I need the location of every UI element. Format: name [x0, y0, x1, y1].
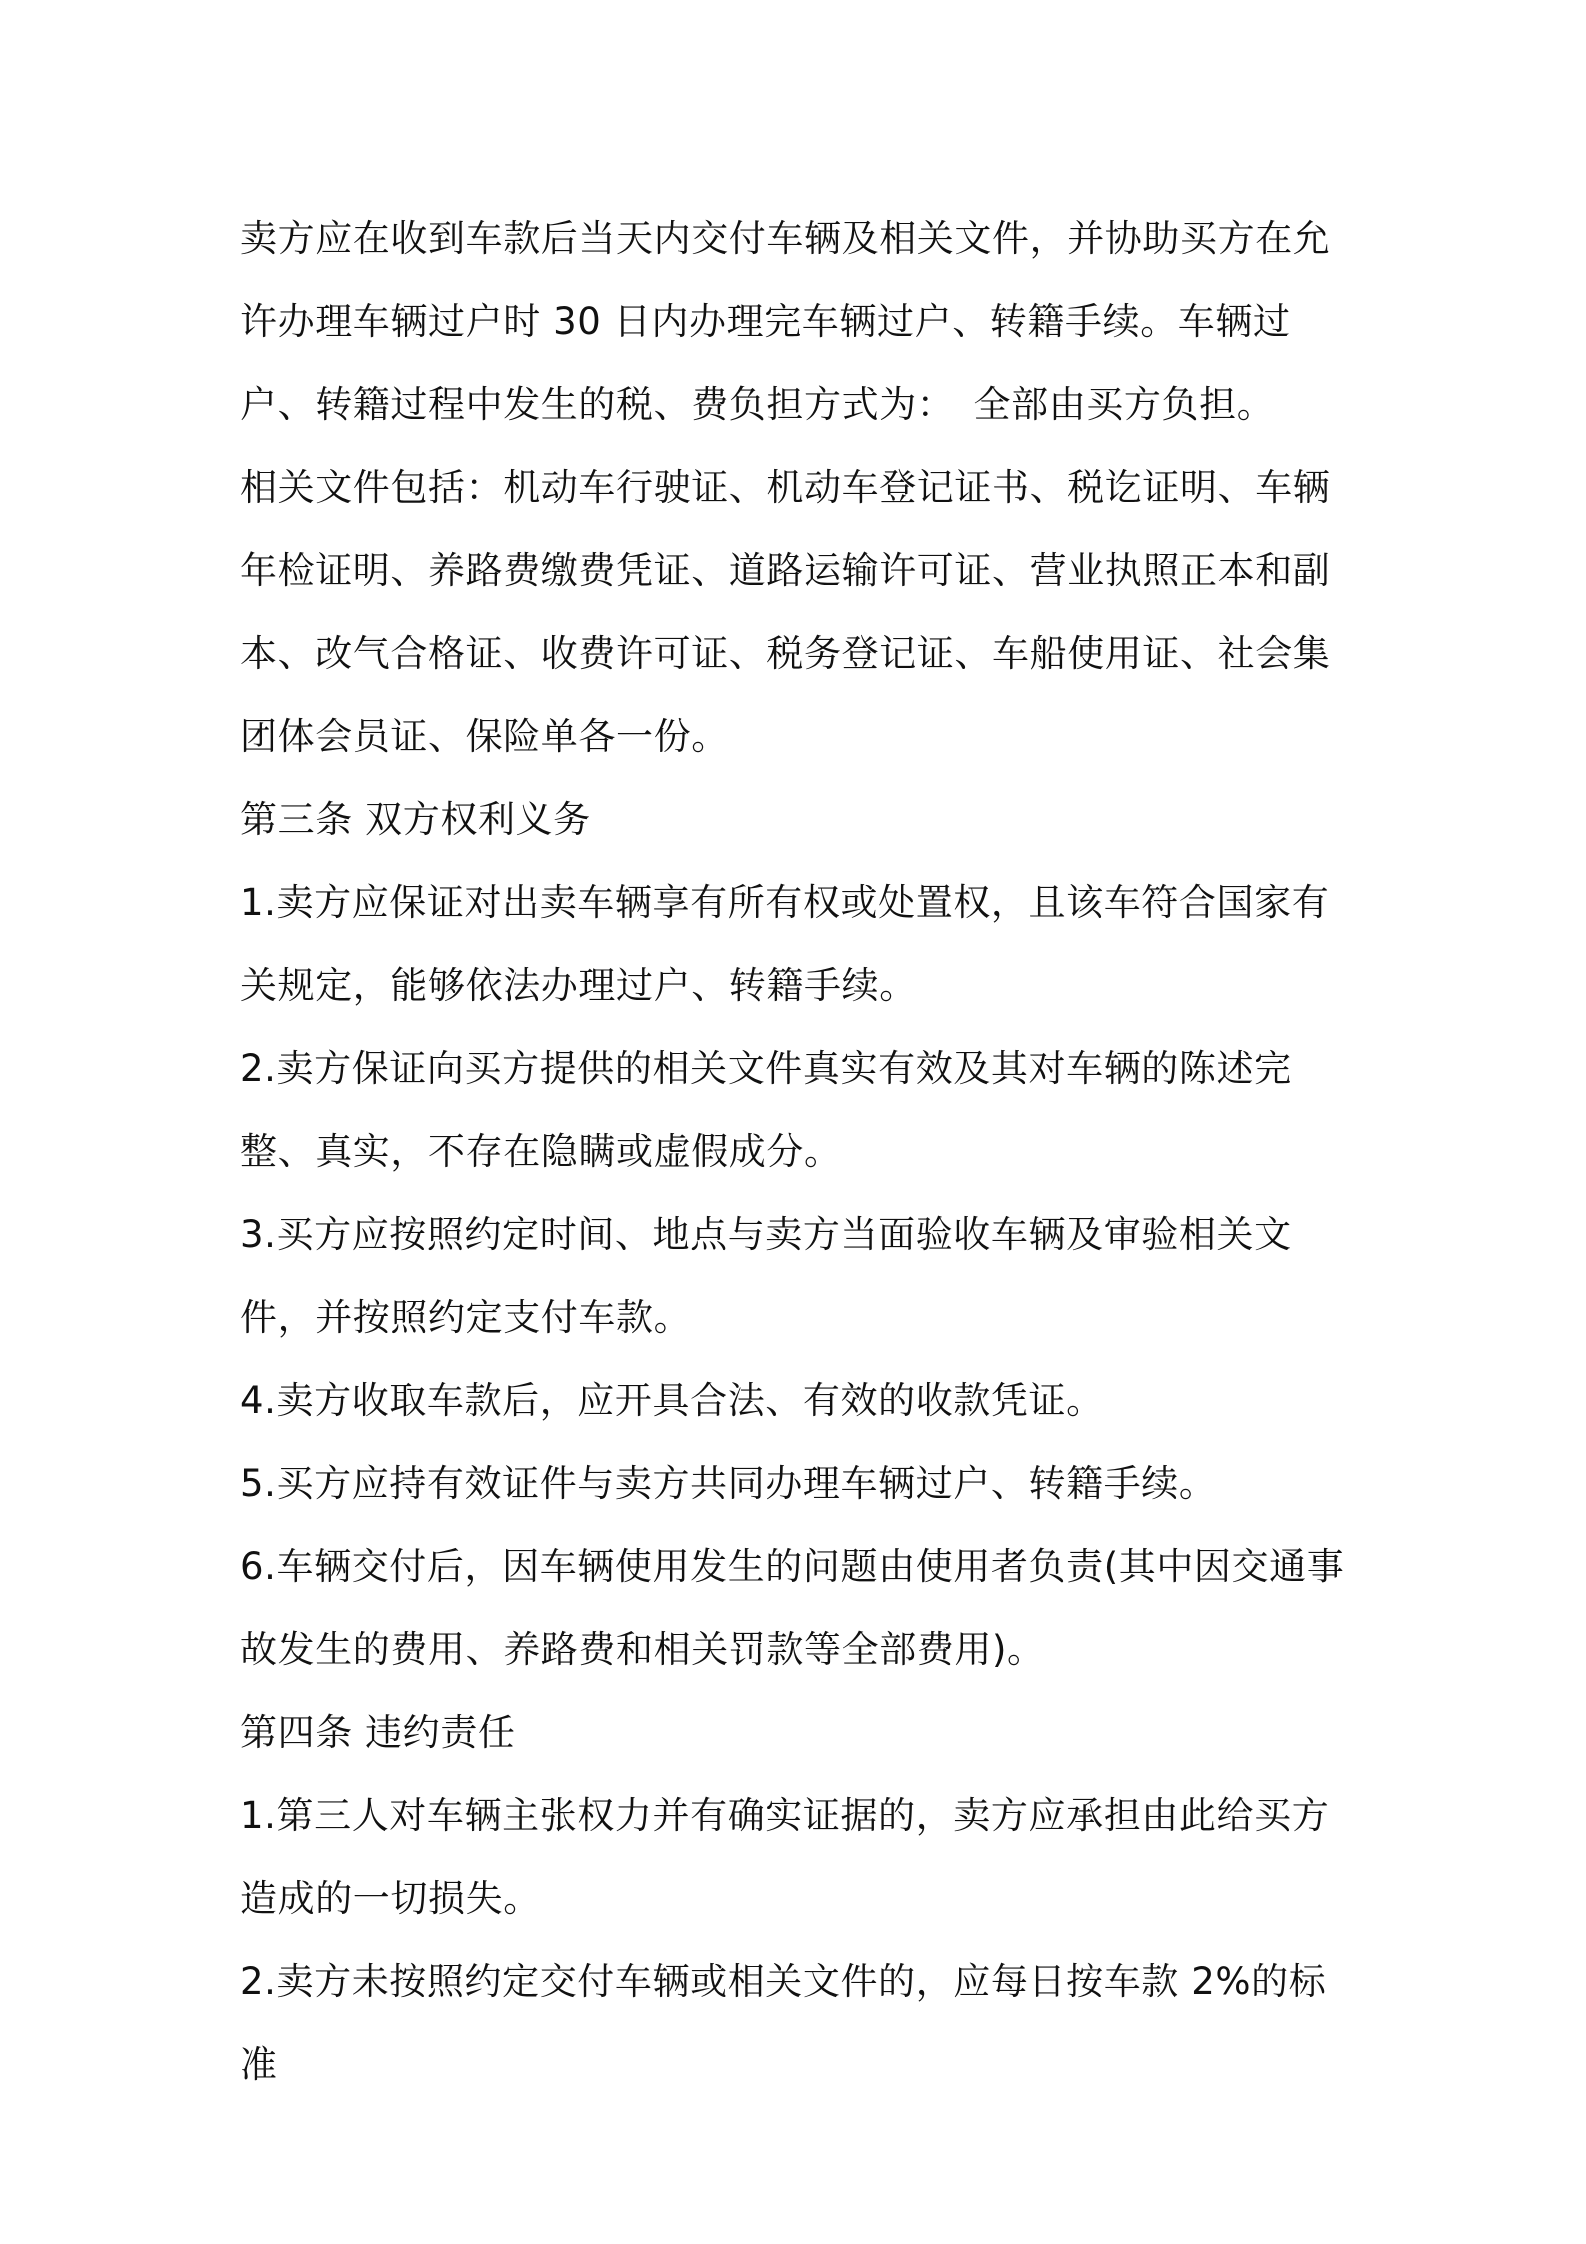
paragraph-related-documents: 相关文件包括：机动车行驶证、机动车登记证书、税讫证明、车辆年检证明、养路费缴费凭证、道路运输许可证、营业执照正本和副本、改气合格证、收费许可证、税务登记证、车船使用证、社会集团体会员证、保险单各一份。	[240, 466, 1331, 758]
section-heading-article-3: 第三条 双方权利义务	[240, 798, 591, 841]
clause-3-2: 2.卖方保证向买方提供的相关文件真实有效及其对车辆的陈述完整、真实，不存在隐瞒或虚假成分。	[240, 1047, 1292, 1173]
clause-3-4: 4.卖方收取车款后，应开具合法、有效的收款凭证。	[240, 1379, 1104, 1422]
clause-3-1: 1.卖方应保证对出卖车辆享有所有权或处置权，且该车符合国家有关规定，能够依法办理过户、转籍手续。	[240, 881, 1330, 1007]
clause-3-3: 3.买方应按照约定时间、地点与卖方当面验收车辆及审验相关文件，并按照约定支付车款。	[240, 1213, 1292, 1339]
clause-4-1: 1.第三人对车辆主张权力并有确实证据的，卖方应承担由此给买方造成的一切损失。	[240, 1794, 1330, 1920]
paragraph-delivery-terms: 卖方应在收到车款后当天内交付车辆及相关文件，并协助买方在允许办理车辆过户时 30 日内办理完车辆过户、转籍手续。车辆过户、转籍过程中发生的税、费负担方式为： 全部由买方负担。	[240, 217, 1331, 426]
clause-4-2: 2.卖方未按照约定交付车辆或相关文件的，应每日按车款 2%的标准	[240, 1960, 1327, 2086]
clause-3-6: 6.车辆交付后，因车辆使用发生的问题由使用者负责(其中因交通事故发生的费用、养路费和相关罚款等全部费用)。	[240, 1545, 1345, 1671]
document-body	[240, 197, 1360, 2106]
clause-3-5: 5.买方应持有效证件与卖方共同办理车辆过户、转籍手续。	[240, 1462, 1217, 1505]
section-heading-article-4: 第四条 违约责任	[240, 1711, 516, 1754]
